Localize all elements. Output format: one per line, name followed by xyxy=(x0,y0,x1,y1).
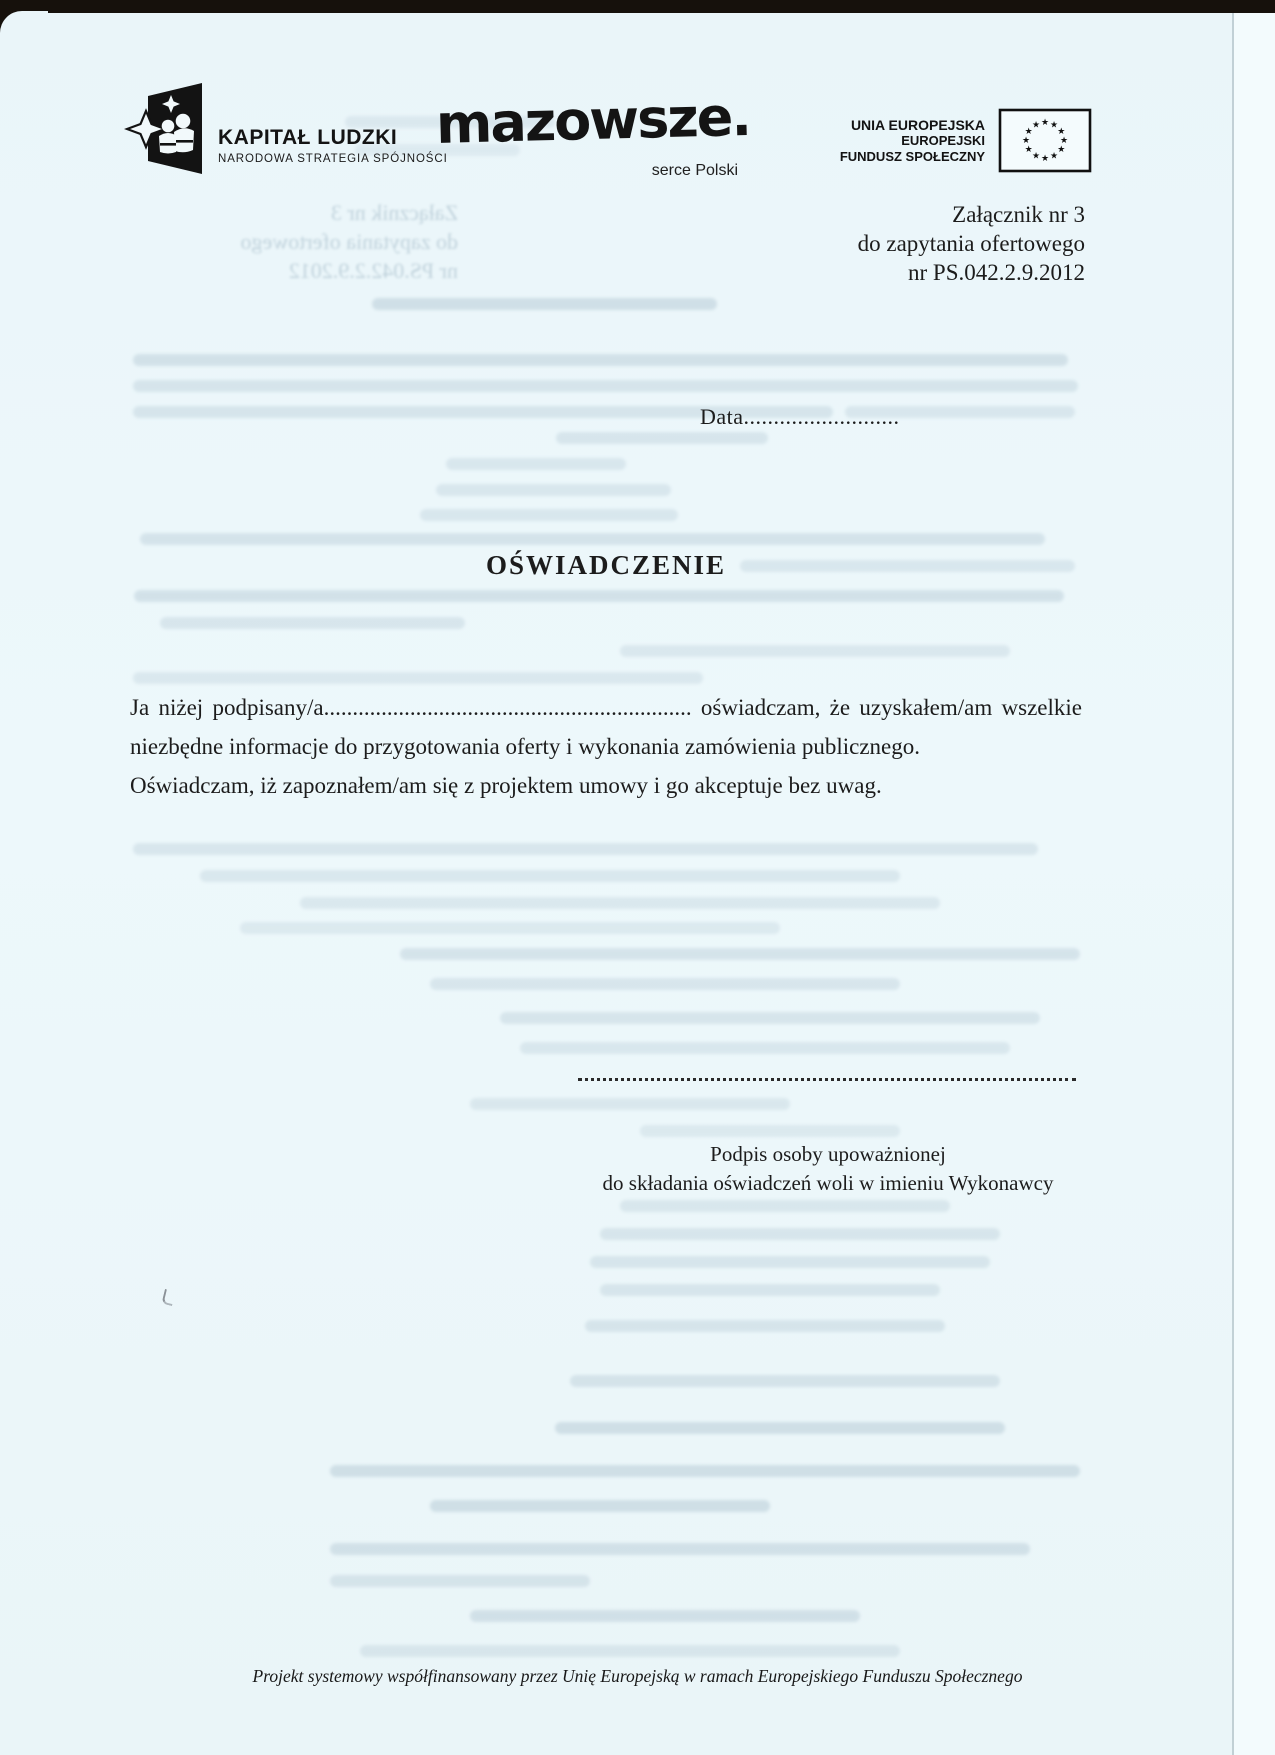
scan-margin-right xyxy=(1234,13,1275,1755)
attachment-reference xyxy=(700,200,1085,287)
date-field: Data.......................... xyxy=(700,404,900,429)
svg-text:★: ★ xyxy=(1059,136,1069,146)
svg-text:★: ★ xyxy=(1031,120,1041,131)
svg-text:★: ★ xyxy=(1057,145,1066,155)
bleed-through-line xyxy=(133,354,1068,366)
mazowsze-tagline: serce Polski xyxy=(651,162,738,179)
kapital-ludzki-icon xyxy=(124,80,204,184)
svg-text:★: ★ xyxy=(1031,151,1041,162)
bleed-through-line xyxy=(134,590,1064,602)
bleed-through-line xyxy=(640,1125,900,1137)
kapital-ludzki-subtitle: NARODOWA STRATEGIA SPÓJNOŚCI xyxy=(218,153,448,165)
bleed-through-line xyxy=(330,1575,590,1587)
bleed-through-line xyxy=(500,1012,1040,1024)
svg-text:★: ★ xyxy=(1024,145,1033,155)
bleed-through-line xyxy=(300,897,940,909)
bleed-through-line xyxy=(520,1042,1010,1054)
bleed-through-line xyxy=(430,978,900,990)
bleed-through-line xyxy=(160,617,465,629)
footer-funding-note: Projekt systemowy współfinansowany przez Unię Europejską w ramach Europejskiego Funduszu Społecznego xyxy=(252,1666,1023,1686)
bleed-through-line xyxy=(430,1500,770,1512)
signature-dotted-line xyxy=(578,1062,1076,1081)
declaration-paragraph-2: Oświadczam, iż zapoznałem/am się z projektem umowy i go akceptuje bez uwag. xyxy=(130,773,882,798)
bleed-through-line xyxy=(133,380,1078,392)
bleed-through-line xyxy=(556,432,768,444)
svg-text:★: ★ xyxy=(1057,127,1066,137)
bleed-through-line xyxy=(620,645,1010,657)
bleed-through-line xyxy=(330,1543,1030,1555)
bleed-through-line xyxy=(620,1200,950,1212)
document-title: OŚWIADCZENIE xyxy=(485,550,727,580)
bleed-through-line xyxy=(590,1256,990,1268)
kapital-ludzki-logo xyxy=(218,126,448,165)
declaration-paragraph-1: Ja niżej podpisany/a................................................................ oświadczam, że uzyskałem/am wszelkie niezbędne informacje do przygotowania oferty i wykonania zamówienia publicznego. xyxy=(130,695,1082,759)
pen-mark xyxy=(161,1289,175,1306)
bleed-through-line xyxy=(133,672,703,684)
declaration-body xyxy=(130,688,1082,805)
bleed-through-line xyxy=(470,1610,860,1622)
eu-label-line2: EUROPEJSKI xyxy=(901,133,985,148)
bleed-through-line xyxy=(330,1465,1080,1477)
eu-flag-icon xyxy=(998,108,1092,173)
bleed-through-line xyxy=(372,298,717,310)
bleed-through-line xyxy=(600,1228,1000,1240)
bleed-through-line xyxy=(133,843,1038,855)
kapital-ludzki-title: KAPITAŁ LUDZKI xyxy=(218,126,398,149)
svg-text:★: ★ xyxy=(1049,151,1059,162)
bleed-through-line xyxy=(200,870,900,882)
svg-text:★: ★ xyxy=(1021,136,1031,146)
eu-label-line3: FUNDUSZ SPOŁECZNY xyxy=(839,149,985,164)
bleed-through-line xyxy=(240,922,780,934)
bleed-through-line xyxy=(470,1098,790,1110)
scan-edge-top xyxy=(0,0,1275,13)
eu-label-line1: UNIA EUROPEJSKA xyxy=(850,117,985,133)
svg-text:★: ★ xyxy=(1040,118,1050,128)
attachment-line2: do zapytania ofertowego xyxy=(857,231,1085,256)
svg-text:★: ★ xyxy=(1040,154,1050,164)
eu-funds-label xyxy=(815,117,985,165)
svg-text:★: ★ xyxy=(1024,127,1033,137)
bleed-through-line xyxy=(140,533,1045,545)
signature-caption-line1: Podpis osoby upoważnionej xyxy=(710,1142,946,1166)
bleed-through-mirrored-text: Załącznik nr 3 do zapytania ofertowego nr PS.042.2.9.2012 xyxy=(240,200,458,283)
signature-caption xyxy=(520,1140,1136,1198)
bleed-through-line xyxy=(585,1320,945,1332)
attachment-line1: Załącznik nr 3 xyxy=(952,202,1085,227)
signature-caption-line2: do składania oświadczeń woli w imieniu Wykonawcy xyxy=(602,1171,1054,1195)
mazowsze-wordmark: mazowsze. xyxy=(435,84,751,157)
bleed-through-line xyxy=(436,484,671,496)
bleed-through-line xyxy=(360,1645,900,1657)
bleed-through-line xyxy=(555,1422,1005,1434)
attachment-line3: nr PS.042.2.9.2012 xyxy=(908,260,1085,285)
bleed-through-line xyxy=(570,1375,1000,1387)
bleed-through-line xyxy=(600,1284,940,1296)
page-rounded-corner xyxy=(0,11,48,63)
bleed-through-line xyxy=(400,948,1080,960)
bleed-through-line xyxy=(446,458,626,470)
mazowsze-logo xyxy=(435,84,751,179)
bleed-through-line xyxy=(420,509,678,521)
scan-edge-right xyxy=(1232,13,1234,1755)
svg-text:★: ★ xyxy=(1049,120,1059,131)
